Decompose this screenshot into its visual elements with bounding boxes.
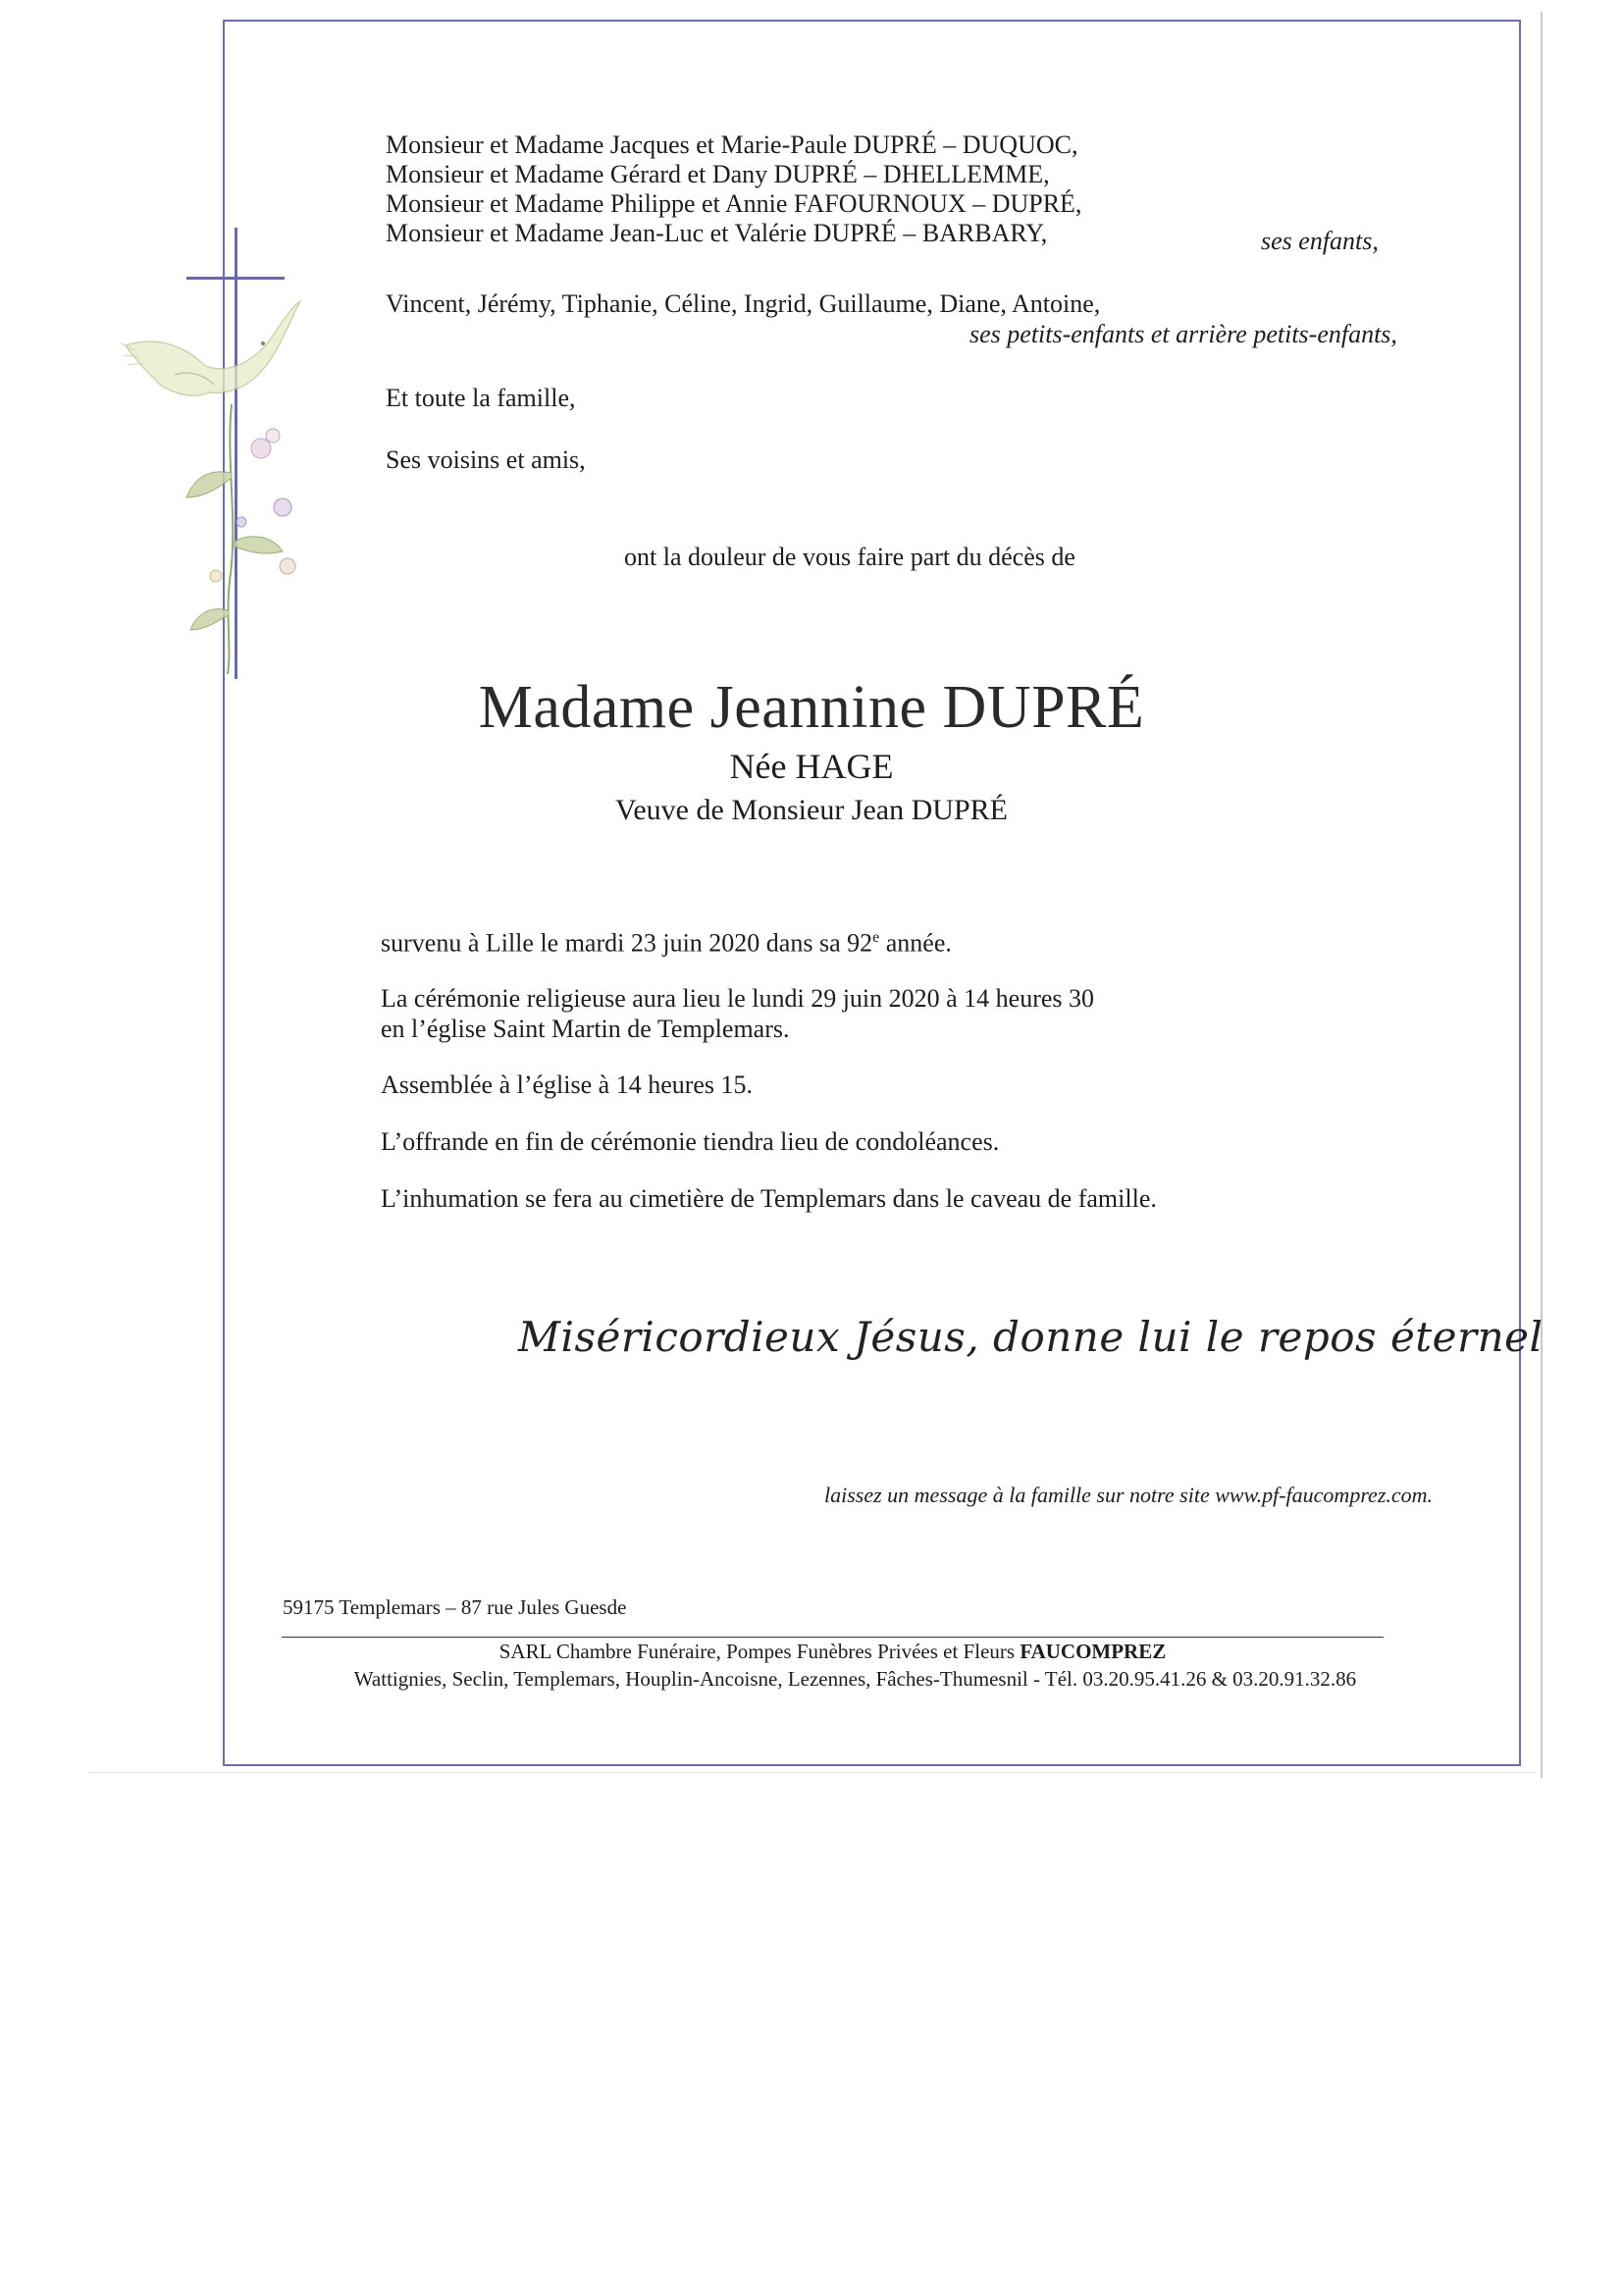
- maiden-name: Née HAGE: [729, 747, 894, 786]
- ceremony-line-2: en l’église Saint Martin de Templemars.: [381, 1015, 790, 1043]
- death-text: survenu à Lille le mardi 23 juin 2020 dans sa 92: [381, 928, 873, 958]
- footer-company-name: FAUCOMPREZ: [1020, 1640, 1167, 1663]
- scan-bottom-line: [88, 1772, 1536, 1773]
- dove-icon: [121, 301, 300, 395]
- scan-edge-line: [1541, 12, 1543, 1778]
- deceased-name: Madame Jeannine DUPRÉ: [478, 674, 1145, 741]
- flower-icon: [186, 404, 295, 674]
- footer-address: 59175 Templemars – 87 rue Jules Guesde: [283, 1595, 627, 1619]
- footer-divider: [282, 1637, 1384, 1638]
- cross-dove-flower-decoration: [116, 228, 302, 679]
- death-line: [381, 922, 952, 960]
- death-text-end: année.: [879, 928, 952, 958]
- child-line-3: Monsieur et Madame Philippe et Annie FAFOURNOUX – DUPRÉ,: [386, 189, 1082, 218]
- neighbors-line: Ses voisins et amis,: [386, 445, 586, 474]
- child-line-4: Monsieur et Madame Jean-Luc et Valérie DUPRÉ – BARBARY,: [386, 219, 1048, 247]
- footer-company-prefix: SARL Chambre Funéraire, Pompes Funèbres Privées et Fleurs: [498, 1640, 1021, 1663]
- death-superscript: e: [872, 929, 880, 946]
- widow-of-line: Veuve de Monsieur Jean DUPRÉ: [615, 794, 1008, 826]
- children-label: ses enfants,: [1261, 227, 1379, 255]
- child-line-2: Monsieur et Madame Gérard et Dany DUPRÉ – DHELLEMME,: [386, 160, 1050, 188]
- prayer-line: Miséricordieux Jésus, donne lui le repos éternel: [518, 1313, 1544, 1361]
- grandchildren-line: Vincent, Jérémy, Tiphanie, Céline, Ingrid, Guillaume, Diane, Antoine,: [386, 289, 1101, 318]
- grandchildren-label: ses petits-enfants et arrière petits-enfants,: [969, 320, 1397, 348]
- ceremony-line-1: La cérémonie religieuse aura lieu le lundi 29 juin 2020 à 14 heures 30: [381, 984, 1095, 1013]
- whole-family-line: Et toute la famille,: [386, 384, 576, 412]
- website-message: laissez un message à la famille sur notre site www.pf-faucomprez.com.: [824, 1483, 1434, 1507]
- footer-company: [282, 1640, 1384, 1664]
- assembly-line: Assemblée à l’église à 14 heures 15.: [381, 1070, 754, 1099]
- footer-locations: Wattignies, Seclin, Templemars, Houplin-Ancoisne, Lezennes, Fâches-Thumesnil - Tél. 03.20.95.41.26 & 03.20.91.32.86: [353, 1667, 1357, 1691]
- announcement-line: ont la douleur de vous faire part du décès de: [624, 543, 1075, 571]
- child-line-1: Monsieur et Madame Jacques et Marie-Paule DUPRÉ – DUQUOC,: [386, 130, 1078, 159]
- offering-line: L’offrande en fin de cérémonie tiendra lieu de condoléances.: [381, 1127, 1000, 1156]
- burial-line: L’inhumation se fera au cimetière de Templemars dans le caveau de famille.: [381, 1184, 1157, 1213]
